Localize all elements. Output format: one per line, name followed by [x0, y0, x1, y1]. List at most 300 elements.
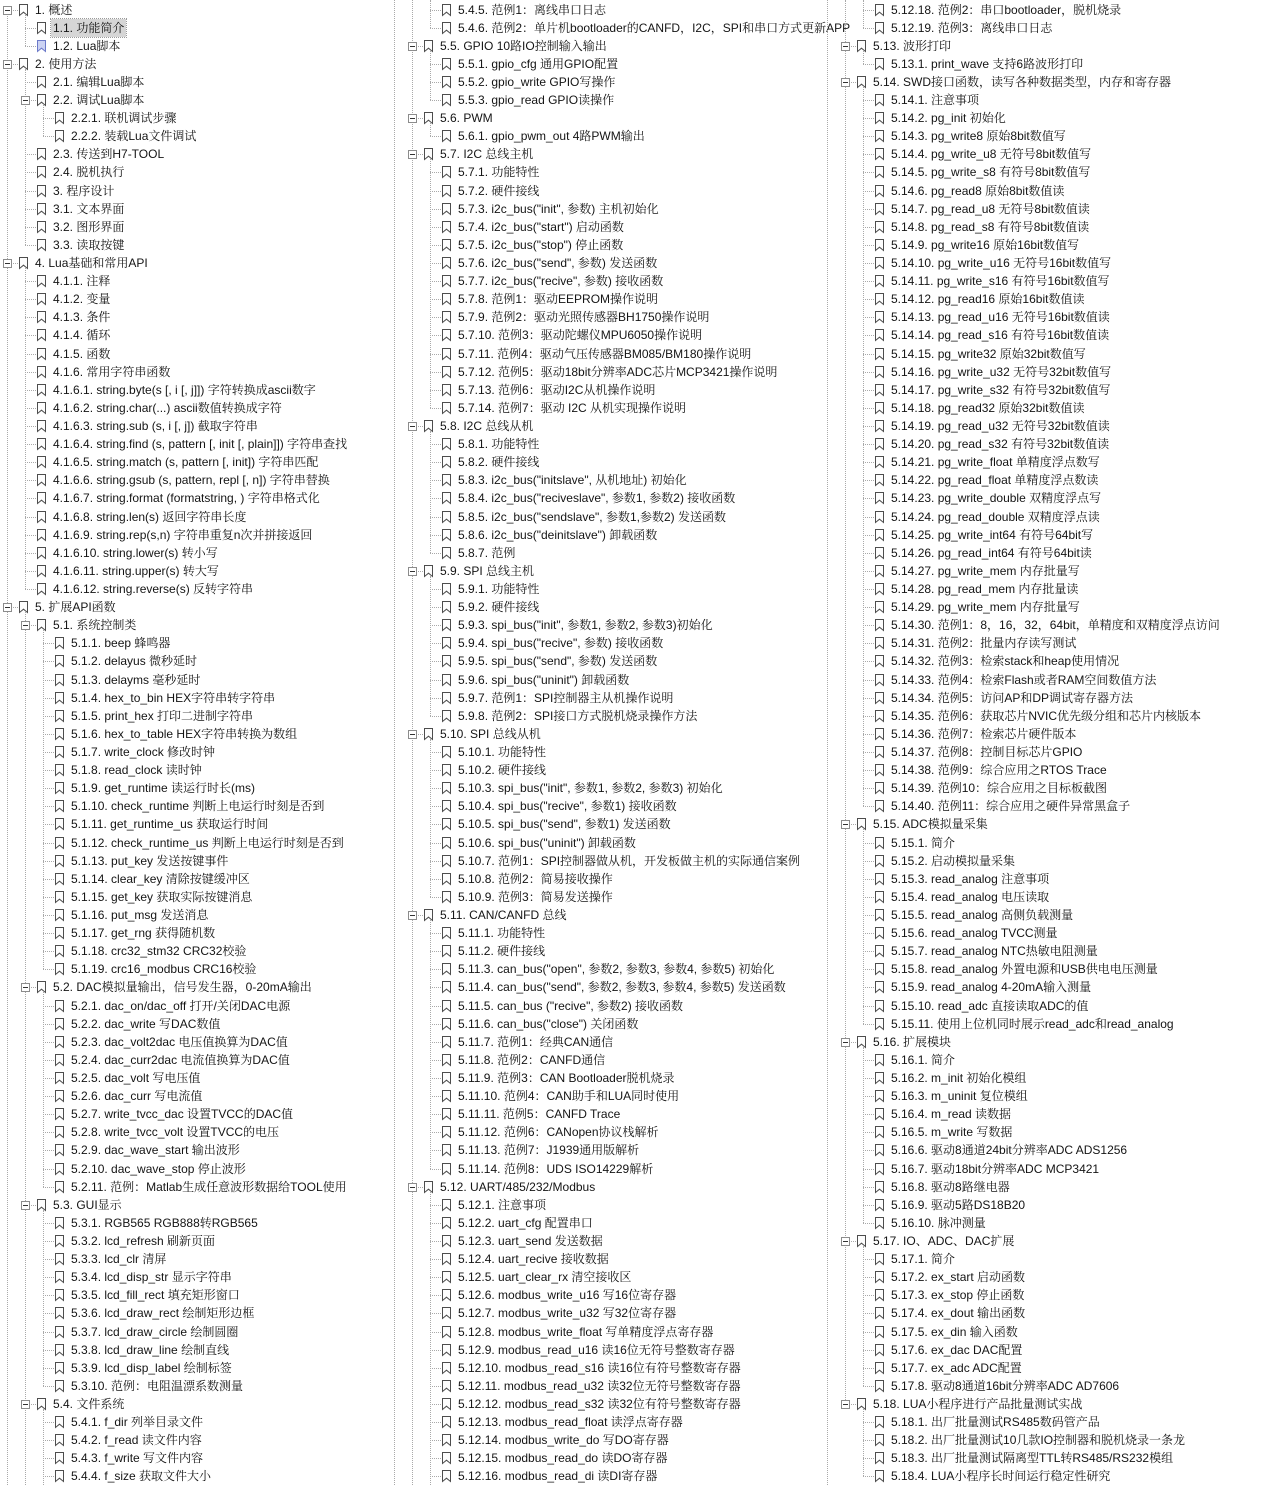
bookmark-item[interactable]: [0, 906, 387, 924]
bookmark-item[interactable]: [387, 1051, 820, 1069]
collapse-minus-icon[interactable]: [841, 1400, 850, 1409]
bookmark-item[interactable]: [0, 888, 387, 906]
bookmark-item[interactable]: [820, 345, 1277, 363]
bookmark-item[interactable]: [387, 1323, 820, 1341]
bookmark-item[interactable]: [387, 779, 820, 797]
minus-glyph: [410, 46, 415, 47]
bookmark-label: 5.10.7. 范例1：SPI控制器做从机，开发板做主机的实际通信案例: [458, 853, 801, 868]
bookmark-item[interactable]: [387, 1123, 820, 1141]
bookmark-label: 5.2.7. write_tvcc_dac 设置TVCC的DAC值: [71, 1107, 294, 1122]
bookmark-item[interactable]: [0, 1123, 387, 1141]
bookmark-item[interactable]: [820, 689, 1277, 707]
bookmark-label: 5.2.11. 范例：Matlab生成任意波形数据给TOOL使用: [71, 1179, 347, 1194]
bookmark-item[interactable]: [820, 1015, 1277, 1033]
bookmark-item[interactable]: [820, 1359, 1277, 1377]
tree-connector-line: [430, 643, 441, 644]
bookmark-item[interactable]: [0, 544, 387, 562]
bookmark-label: 5.6.1. gpio_pwm_out 4路PWM输出: [458, 129, 645, 144]
bookmark-label: 5.16.2. m_init 初始化模组: [891, 1070, 1027, 1085]
bookmark-item[interactable]: [387, 471, 820, 489]
bookmark-item[interactable]: [387, 1431, 820, 1449]
bookmark-label: 5.13.1. print_wave 支持6路波形打印: [891, 56, 1084, 71]
bookmark-item[interactable]: [820, 508, 1277, 526]
bookmark-item[interactable]: [0, 236, 387, 254]
bookmark-item[interactable]: [820, 127, 1277, 145]
bookmark-item[interactable]: [387, 1449, 820, 1467]
bookmark-item[interactable]: [387, 1, 820, 19]
collapse-minus-icon[interactable]: [408, 150, 417, 159]
bookmark-item[interactable]: [387, 182, 820, 200]
bookmark-icon: [441, 618, 452, 637]
bookmark-item[interactable]: [0, 218, 387, 236]
bookmark-item[interactable]: [820, 1286, 1277, 1304]
bookmark-label: 5.12.11. modbus_read_u32 读32位无符号整数寄存器: [458, 1378, 741, 1393]
bookmark-item[interactable]: [820, 1141, 1277, 1159]
bookmark-item[interactable]: [0, 1268, 387, 1286]
bookmark-item[interactable]: [820, 73, 1277, 91]
bookmark-item[interactable]: [387, 960, 820, 978]
bookmark-item[interactable]: [0, 1359, 387, 1377]
bookmark-item[interactable]: [387, 815, 820, 833]
bookmark-item[interactable]: [387, 580, 820, 598]
collapse-minus-icon[interactable]: [841, 820, 850, 829]
bookmark-item[interactable]: [820, 1160, 1277, 1178]
collapse-minus-icon[interactable]: [3, 6, 12, 15]
bookmark-item[interactable]: [820, 1413, 1277, 1431]
bookmark-item[interactable]: [387, 652, 820, 670]
bookmark-item[interactable]: [820, 1033, 1277, 1051]
tree-connector-line: [863, 643, 874, 644]
tree-connector-line: [430, 698, 441, 699]
bookmark-item[interactable]: [0, 1377, 387, 1395]
tree-connector-line: [43, 716, 54, 717]
bookmark-item[interactable]: [0, 1250, 387, 1268]
collapse-minus-icon[interactable]: [841, 78, 850, 87]
bookmark-item[interactable]: [387, 399, 820, 417]
bookmark-item[interactable]: [0, 834, 387, 852]
bookmark-item[interactable]: [0, 1033, 387, 1051]
bookmark-item[interactable]: [387, 942, 820, 960]
bookmark-item[interactable]: [820, 942, 1277, 960]
bookmark-item[interactable]: [0, 725, 387, 743]
bookmark-item[interactable]: [387, 163, 820, 181]
bookmark-icon: [874, 256, 885, 275]
bookmark-item[interactable]: [820, 1178, 1277, 1196]
bookmark-label: 4. Lua基础和常用API: [35, 256, 148, 271]
bookmark-item[interactable]: [0, 997, 387, 1015]
bookmark-item[interactable]: [0, 55, 387, 73]
bookmark-item[interactable]: [387, 598, 820, 616]
bookmark-item[interactable]: [820, 779, 1277, 797]
bookmark-item[interactable]: [820, 1467, 1277, 1485]
bookmark-item[interactable]: [0, 308, 387, 326]
bookmark-item[interactable]: [820, 978, 1277, 996]
bookmark-label: 5.14.2. pg_init 初始化: [891, 111, 1006, 126]
bookmark-item[interactable]: [0, 761, 387, 779]
bookmark-label: 5.1.12. check_runtime_us 判断上电运行时刻是否到: [71, 835, 344, 850]
bookmark-item[interactable]: [820, 906, 1277, 924]
bookmark-item[interactable]: [387, 254, 820, 272]
bookmark-item[interactable]: [820, 1449, 1277, 1467]
bookmark-item[interactable]: [0, 689, 387, 707]
bookmark-icon: [441, 1017, 452, 1036]
bookmark-item[interactable]: [820, 707, 1277, 725]
bookmark-item[interactable]: [387, 924, 820, 942]
bookmark-item[interactable]: [387, 508, 820, 526]
bookmark-item[interactable]: [820, 634, 1277, 652]
bookmark-item[interactable]: [387, 616, 820, 634]
bookmark-item[interactable]: [387, 671, 820, 689]
bookmark-item[interactable]: [387, 997, 820, 1015]
bookmark-item[interactable]: [820, 19, 1277, 37]
bookmark-item[interactable]: [387, 1160, 820, 1178]
bookmark-item[interactable]: [820, 1268, 1277, 1286]
bookmark-item[interactable]: [0, 254, 387, 272]
bookmark-item[interactable]: [387, 435, 820, 453]
tree-connector-line: [863, 987, 874, 988]
bookmark-item[interactable]: [387, 272, 820, 290]
bookmark-item[interactable]: [387, 978, 820, 996]
collapse-minus-icon[interactable]: [21, 621, 30, 630]
tree-connector-line: [863, 571, 874, 572]
collapse-minus-icon[interactable]: [841, 1038, 850, 1047]
collapse-minus-icon[interactable]: [841, 1237, 850, 1246]
bookmark-item[interactable]: [820, 652, 1277, 670]
bookmark-item[interactable]: [387, 200, 820, 218]
bookmark-item[interactable]: [0, 1141, 387, 1159]
bookmark-item[interactable]: [387, 1214, 820, 1232]
bookmark-item[interactable]: [820, 616, 1277, 634]
bookmark-item[interactable]: [820, 562, 1277, 580]
bookmark-item[interactable]: [0, 363, 387, 381]
bookmark-item[interactable]: [387, 326, 820, 344]
bookmark-item[interactable]: [0, 1178, 387, 1196]
bookmark-item[interactable]: [820, 1250, 1277, 1268]
bookmark-label: 5.11.4. can_bus("send", 参数2, 参数3, 参数4, 参数5) 发送函数: [458, 980, 786, 995]
bookmark-item[interactable]: [387, 707, 820, 725]
bookmark-item[interactable]: [0, 508, 387, 526]
bookmark-item[interactable]: [820, 1196, 1277, 1214]
collapse-minus-icon[interactable]: [408, 422, 417, 431]
bookmark-item[interactable]: [387, 218, 820, 236]
bookmark-item[interactable]: [820, 960, 1277, 978]
bookmark-item[interactable]: [0, 73, 387, 91]
bookmark-item[interactable]: [387, 1467, 820, 1485]
bookmark-item[interactable]: [820, 598, 1277, 616]
bookmark-item[interactable]: [387, 1196, 820, 1214]
bookmark-item[interactable]: [0, 924, 387, 942]
bookmark-item[interactable]: [387, 453, 820, 471]
bookmark-item[interactable]: [0, 417, 387, 435]
bookmark-item[interactable]: [820, 526, 1277, 544]
bookmark-item[interactable]: [0, 471, 387, 489]
bookmark-item[interactable]: [0, 1214, 387, 1232]
bookmark-item[interactable]: [387, 236, 820, 254]
bookmark-item[interactable]: [820, 671, 1277, 689]
bookmark-item[interactable]: [820, 852, 1277, 870]
bookmark-item[interactable]: [387, 73, 820, 91]
bookmark-item[interactable]: [387, 1286, 820, 1304]
bookmark-item[interactable]: [820, 109, 1277, 127]
bookmark-item[interactable]: [820, 1377, 1277, 1395]
bookmark-item[interactable]: [0, 1431, 387, 1449]
bookmark-item[interactable]: [0, 1467, 387, 1485]
bookmark-item[interactable]: [0, 1341, 387, 1359]
bookmark-item[interactable]: [820, 580, 1277, 598]
bookmark-label: 5.1.15. get_key 获取实际按键消息: [71, 889, 253, 904]
bookmark-item[interactable]: [0, 616, 387, 634]
bookmark-item[interactable]: [0, 326, 387, 344]
bookmark-item[interactable]: [0, 290, 387, 308]
bookmark-item[interactable]: [387, 1087, 820, 1105]
bookmark-item[interactable]: [387, 1304, 820, 1322]
collapse-minus-icon[interactable]: [3, 259, 12, 268]
bookmark-item[interactable]: [0, 435, 387, 453]
bookmark-item[interactable]: [0, 182, 387, 200]
collapse-minus-icon[interactable]: [21, 96, 30, 105]
bookmark-item[interactable]: [387, 634, 820, 652]
bookmark-label: 5.16.8. 驱动8路继电器: [891, 1179, 1010, 1194]
collapse-minus-icon[interactable]: [408, 42, 417, 51]
bookmark-item[interactable]: [387, 55, 820, 73]
bookmark-item[interactable]: [387, 689, 820, 707]
bookmark-item[interactable]: [820, 471, 1277, 489]
bookmark-item[interactable]: [820, 489, 1277, 507]
bookmark-item[interactable]: [820, 870, 1277, 888]
bookmark-item[interactable]: [820, 163, 1277, 181]
bookmark-item[interactable]: [387, 1268, 820, 1286]
bookmark-item[interactable]: [387, 1341, 820, 1359]
bookmark-item[interactable]: [820, 417, 1277, 435]
collapse-minus-icon[interactable]: [408, 114, 417, 123]
tree-connector-line: [430, 843, 441, 844]
bookmark-item[interactable]: [387, 1359, 820, 1377]
bookmark-item[interactable]: [820, 363, 1277, 381]
bookmark-item[interactable]: [820, 1123, 1277, 1141]
bookmark-item[interactable]: [387, 743, 820, 761]
bookmark-item[interactable]: [820, 1069, 1277, 1087]
bookmark-item[interactable]: [0, 797, 387, 815]
bookmark-label: 3. 程序设计: [53, 183, 115, 198]
bookmark-item[interactable]: [820, 254, 1277, 272]
bookmark-item[interactable]: [820, 290, 1277, 308]
collapse-minus-icon[interactable]: [3, 60, 12, 69]
bookmark-item[interactable]: [820, 200, 1277, 218]
bookmark-item[interactable]: [820, 145, 1277, 163]
bookmark-item[interactable]: [820, 1395, 1277, 1413]
tree-connector-line: [863, 299, 874, 300]
bookmark-item[interactable]: [387, 852, 820, 870]
bookmark-item[interactable]: [820, 888, 1277, 906]
bookmark-item[interactable]: [0, 942, 387, 960]
bookmark-item[interactable]: [820, 1087, 1277, 1105]
bookmark-item[interactable]: [820, 797, 1277, 815]
bookmark-item[interactable]: [387, 526, 820, 544]
bookmark-item[interactable]: [820, 815, 1277, 833]
bookmark-item[interactable]: [387, 1413, 820, 1431]
bookmark-item[interactable]: [820, 399, 1277, 417]
tree-connector-line: [430, 1313, 441, 1314]
collapse-minus-icon[interactable]: [3, 603, 12, 612]
bookmark-item[interactable]: [0, 381, 387, 399]
bookmark-item[interactable]: [820, 743, 1277, 761]
bookmark-item[interactable]: [0, 1232, 387, 1250]
collapse-minus-icon[interactable]: [841, 42, 850, 51]
bookmark-item[interactable]: [387, 1015, 820, 1033]
bookmark-item[interactable]: [0, 526, 387, 544]
bookmark-item[interactable]: [0, 1, 387, 19]
bookmark-item[interactable]: [0, 562, 387, 580]
collapse-minus-icon[interactable]: [21, 1400, 30, 1409]
bookmark-item[interactable]: [0, 1160, 387, 1178]
bookmark-item[interactable]: [0, 1304, 387, 1322]
bookmark-item[interactable]: [387, 308, 820, 326]
bookmark-item[interactable]: [820, 1232, 1277, 1250]
bookmark-item[interactable]: [0, 127, 387, 145]
bookmark-item[interactable]: [0, 634, 387, 652]
bookmark-item[interactable]: [0, 37, 387, 55]
bookmark-item[interactable]: [0, 91, 387, 109]
bookmark-item[interactable]: [820, 1, 1277, 19]
bookmark-item[interactable]: [387, 381, 820, 399]
bookmark-item[interactable]: [387, 1141, 820, 1159]
bookmark-item[interactable]: [387, 1033, 820, 1051]
bookmark-item[interactable]: [0, 1069, 387, 1087]
bookmark-item[interactable]: [0, 960, 387, 978]
bookmark-item[interactable]: [387, 1377, 820, 1395]
bookmark-item[interactable]: [387, 870, 820, 888]
bookmark-item[interactable]: [820, 1323, 1277, 1341]
bookmark-label: 5.11.2. 硬件接线: [458, 944, 546, 959]
bookmark-item[interactable]: [0, 743, 387, 761]
bookmark-item[interactable]: [0, 1323, 387, 1341]
bookmark-item[interactable]: [387, 489, 820, 507]
bookmark-item[interactable]: [0, 453, 387, 471]
bookmark-label: 5.14.6. pg_read8 原始8bit数值读: [891, 183, 1065, 198]
bookmark-item[interactable]: [0, 19, 387, 37]
bookmark-item[interactable]: [387, 797, 820, 815]
bookmark-item[interactable]: [0, 489, 387, 507]
bookmark-item[interactable]: [387, 544, 820, 562]
bookmark-item[interactable]: [0, 1015, 387, 1033]
bookmark-item[interactable]: [820, 1304, 1277, 1322]
bookmark-item[interactable]: [0, 707, 387, 725]
bookmark-item[interactable]: [387, 127, 820, 145]
bookmark-item[interactable]: [820, 997, 1277, 1015]
bookmark-item[interactable]: [820, 544, 1277, 562]
bookmark-item[interactable]: [387, 91, 820, 109]
bookmark-item[interactable]: [0, 109, 387, 127]
bookmark-item[interactable]: [820, 272, 1277, 290]
collapse-minus-icon[interactable]: [408, 567, 417, 576]
bookmark-item[interactable]: [0, 1286, 387, 1304]
bookmark-item[interactable]: [820, 326, 1277, 344]
bookmark-item[interactable]: [0, 580, 387, 598]
bookmark-item[interactable]: [820, 453, 1277, 471]
collapse-minus-icon[interactable]: [21, 983, 30, 992]
bookmark-label: 4.1.6.7. string.format (formatstring, ) 字符串格式化: [53, 491, 320, 506]
bookmark-item[interactable]: [0, 779, 387, 797]
bookmark-item[interactable]: [820, 435, 1277, 453]
bookmark-item[interactable]: [820, 1431, 1277, 1449]
bookmark-item[interactable]: [387, 363, 820, 381]
bookmark-item[interactable]: [820, 55, 1277, 73]
bookmark-item[interactable]: [820, 37, 1277, 55]
bookmark-icon: [36, 21, 47, 40]
bookmark-item[interactable]: [820, 1214, 1277, 1232]
bookmark-item[interactable]: [0, 399, 387, 417]
bookmark-item[interactable]: [0, 598, 387, 616]
bookmark-icon: [874, 781, 885, 800]
bookmark-item[interactable]: [820, 725, 1277, 743]
bookmark-item[interactable]: [387, 290, 820, 308]
bookmark-item[interactable]: [0, 1413, 387, 1431]
bookmark-item[interactable]: [387, 1105, 820, 1123]
bookmark-label: 4.1.4. 循环: [53, 328, 111, 343]
tree-connector-line: [430, 1386, 441, 1387]
bookmark-item[interactable]: [387, 834, 820, 852]
collapse-minus-icon[interactable]: [21, 1201, 30, 1210]
bookmark-item[interactable]: [387, 1232, 820, 1250]
bookmark-item[interactable]: [0, 1087, 387, 1105]
bookmark-item[interactable]: [820, 1341, 1277, 1359]
bookmark-item[interactable]: [820, 834, 1277, 852]
bookmark-item[interactable]: [0, 870, 387, 888]
bookmark-item[interactable]: [820, 1105, 1277, 1123]
bookmark-item[interactable]: [0, 1449, 387, 1467]
bookmark-item[interactable]: [820, 218, 1277, 236]
bookmark-item[interactable]: [0, 815, 387, 833]
bookmark-item[interactable]: [387, 888, 820, 906]
bookmark-item[interactable]: [820, 1051, 1277, 1069]
bookmark-item[interactable]: [820, 381, 1277, 399]
bookmark-item[interactable]: [0, 200, 387, 218]
bookmark-item[interactable]: [820, 182, 1277, 200]
bookmark-item[interactable]: [0, 652, 387, 670]
collapse-minus-icon[interactable]: [408, 1183, 417, 1192]
tree-connector-line: [863, 1114, 874, 1115]
bookmark-item[interactable]: [387, 1250, 820, 1268]
bookmark-item[interactable]: [387, 345, 820, 363]
collapse-minus-icon[interactable]: [408, 730, 417, 739]
bookmark-item[interactable]: [820, 236, 1277, 254]
collapse-minus-icon[interactable]: [408, 911, 417, 920]
bookmark-item[interactable]: [0, 345, 387, 363]
bookmark-item[interactable]: [820, 761, 1277, 779]
bookmark-label: 5.7.12. 范例5：驱动18bit分辨率ADC芯片MCP3421操作说明: [458, 364, 778, 379]
bookmark-item[interactable]: [387, 1069, 820, 1087]
bookmark-label: 5.17. IO、ADC、DAC扩展: [873, 1233, 1015, 1248]
bookmark-item[interactable]: [0, 1051, 387, 1069]
bookmark-label: 5.1.9. get_runtime 读运行时长(ms): [71, 781, 256, 796]
bookmark-item[interactable]: [0, 163, 387, 181]
bookmark-item[interactable]: [0, 671, 387, 689]
minus-glyph: [5, 10, 10, 11]
bookmark-item[interactable]: [387, 761, 820, 779]
bookmark-label: 5.7.6. i2c_bus("send", 参数) 发送函数: [458, 256, 658, 271]
bookmark-item[interactable]: [387, 1395, 820, 1413]
bookmark-item[interactable]: [820, 308, 1277, 326]
bookmark-item[interactable]: [0, 272, 387, 290]
bookmark-item[interactable]: [0, 1105, 387, 1123]
tree-connector-line: [430, 64, 441, 65]
bookmark-item[interactable]: [820, 91, 1277, 109]
bookmark-item[interactable]: [387, 19, 851, 37]
bookmark-item[interactable]: [0, 852, 387, 870]
bookmark-item[interactable]: [820, 924, 1277, 942]
bookmark-icon: [874, 147, 885, 166]
bookmark-label: 5.17.3. ex_stop 停止函数: [891, 1288, 1025, 1303]
